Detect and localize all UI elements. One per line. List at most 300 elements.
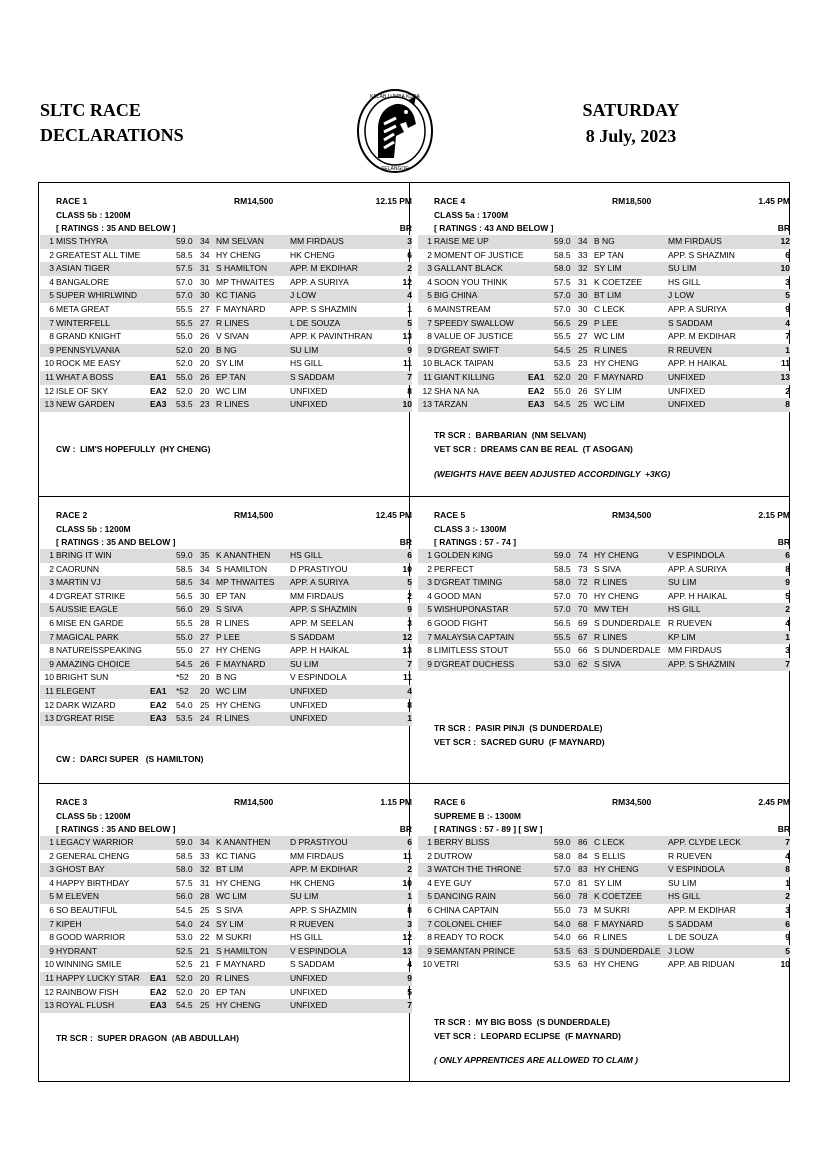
jockey: EP TAN (594, 249, 624, 260)
runner-number: 1 (40, 836, 56, 850)
weight: 52.0 (176, 986, 193, 997)
emergency-flag (528, 590, 554, 604)
jockey: S SIVA (594, 563, 621, 574)
barrier: 9 (785, 303, 790, 314)
jockey: HY CHENG (216, 645, 261, 656)
barrier: 13 (382, 945, 412, 959)
race-date: 8 July, 2023 (585, 126, 677, 146)
rating: 78 (578, 890, 594, 904)
jockey: HY CHENG (594, 358, 639, 369)
emergency-flag (528, 904, 554, 918)
race-header (40, 797, 412, 810)
horse-name: DUTROW (434, 850, 473, 861)
jockey: WC LIM (216, 890, 290, 904)
runner-row (418, 863, 790, 877)
runner-number: 7 (418, 918, 434, 932)
emergency-flag (528, 617, 554, 631)
weight: 52.5 (176, 959, 193, 970)
barrier: 1 (407, 303, 412, 314)
barrier: 3 (785, 645, 790, 656)
runner-number: 4 (427, 590, 432, 601)
emergency-flag (528, 344, 554, 358)
runner-row (40, 904, 412, 918)
runner-row (418, 631, 790, 645)
svg-text:KELAB LUMBA KUDA: KELAB LUMBA KUDA (370, 94, 420, 100)
weight: 58.5 (176, 563, 193, 574)
trainer: APP. S SHAZMIN (668, 658, 760, 672)
runner-row (40, 671, 412, 685)
barrier: 12 (760, 235, 790, 249)
horse-name: GENERAL CHENG (56, 850, 130, 861)
runner-row (418, 850, 790, 864)
jockey: C LECK (594, 303, 625, 314)
jockey: EP TAN (216, 986, 246, 997)
runner-row (418, 836, 790, 850)
trainer: APP. H HAIKAL (290, 645, 350, 656)
weight: 55.0 (554, 904, 571, 915)
runner-number: 3 (40, 863, 56, 877)
race-time: 1.45 PM (758, 196, 790, 206)
jockey: V SIVAN (216, 331, 249, 342)
runner-number: 11 (418, 371, 434, 385)
runner-row (40, 712, 412, 726)
horse-name: ELEGENT (56, 685, 150, 699)
runner-number: 8 (49, 331, 54, 342)
barrier: 6 (785, 249, 790, 260)
emergency-flag: EA2 (528, 385, 545, 396)
trainer: MM FIRDAUS (290, 850, 344, 861)
jockey: HY CHENG (216, 999, 290, 1013)
runner-row (40, 398, 412, 412)
weight: 52.5 (176, 945, 200, 959)
runner-row (418, 877, 790, 891)
race-class: CLASS 5a : 1700M (434, 210, 509, 220)
rating: 27 (200, 631, 216, 645)
weight: 57.5 (176, 262, 200, 276)
barrier: 2 (760, 603, 790, 617)
horse-name: MAGICAL PARK (56, 631, 150, 645)
weight: 55.0 (554, 385, 571, 396)
emergency-flag (150, 890, 176, 904)
runner-number: 9 (418, 344, 434, 358)
weight: 55.0 (176, 645, 193, 656)
trainer: MM FIRDAUS (668, 235, 760, 249)
horse-name: WHAT A BOSS (56, 371, 150, 385)
trainer: V ESPINDOLA (668, 863, 760, 877)
emergency-flag (528, 549, 554, 563)
runner-number: 3 (418, 863, 434, 877)
runner-row (418, 617, 790, 631)
runner-number: 5 (418, 890, 434, 904)
trainer: HS GILL (668, 890, 760, 904)
race-class: CLASS 3 :- 1300M (434, 524, 507, 534)
emergency-flag (150, 877, 176, 891)
weight: 59.0 (176, 549, 200, 563)
runner-row (40, 631, 412, 645)
rating: 29 (578, 317, 594, 331)
weight: 55.5 (176, 303, 193, 314)
weight: 54.0 (554, 932, 571, 943)
race-panel (418, 797, 790, 1065)
br-column-label: BR (399, 223, 412, 233)
emergency-flag (150, 330, 176, 344)
race-note: (WEIGHTS HAVE BEEN ADJUSTED ACCORDINGLY +3KG) (434, 469, 671, 479)
trainer: APP. CLYDE LECK (668, 836, 760, 850)
runner-row (418, 249, 790, 263)
barrier: 10 (760, 262, 790, 276)
runner-number: 10 (44, 358, 54, 369)
race-time: 2.15 PM (758, 510, 790, 520)
runner-number: 5 (40, 603, 56, 617)
br-column-label: BR (399, 537, 412, 547)
runner-row (40, 931, 412, 945)
weight: 58.5 (176, 850, 193, 861)
weight: 56.5 (176, 590, 193, 601)
weight: 53.5 (554, 959, 571, 970)
runner-row (40, 344, 412, 358)
jockey: HY CHENG (594, 863, 668, 877)
br-column-label: BR (777, 223, 790, 233)
runner-number: 8 (427, 932, 432, 943)
jockey: R LINES (216, 617, 250, 628)
runner-row (40, 999, 412, 1013)
runner-row (40, 317, 412, 331)
runner-row (418, 904, 790, 918)
horse-name: BIG CHINA (434, 289, 528, 303)
trainer: APP. A SURIYA (668, 563, 727, 574)
rating: 70 (578, 603, 594, 617)
ratings-text: [ RATINGS : 57 - 89 ] [ SW ] (434, 824, 543, 834)
runner-number: 1 (418, 836, 434, 850)
weight: 57.0 (554, 590, 571, 601)
runner-number: 6 (427, 904, 432, 915)
race-panel (418, 196, 790, 479)
br-column-label: BR (399, 824, 412, 834)
horse-name: GREATEST ALL TIME (56, 249, 141, 260)
trainer: KP LIM (668, 631, 760, 645)
runner-row (418, 563, 790, 577)
horse-name: WINTERFELL (56, 317, 150, 331)
runner-number: 12 (44, 385, 54, 396)
jockey: P LEE (216, 631, 290, 645)
jockey: NM SELVAN (216, 235, 290, 249)
runner-row (40, 590, 412, 604)
rating: 27 (578, 331, 588, 342)
weight: 59.0 (554, 836, 578, 850)
runner-number: 8 (49, 932, 54, 943)
rating: 34 (200, 235, 216, 249)
rating: 30 (200, 276, 210, 287)
race-name: RACE 5 (434, 510, 466, 520)
race-prize: RM34,500 (612, 510, 652, 520)
emergency-flag (528, 958, 554, 972)
runner-row (418, 918, 790, 932)
horse-name: SO BEAUTIFUL (56, 904, 118, 915)
barrier: 6 (407, 249, 412, 260)
race-header (418, 196, 790, 209)
trainer: UNFIXED (290, 986, 328, 997)
trainer: S SADDAM (668, 317, 760, 331)
runner-row (418, 945, 790, 959)
weight: 54.0 (554, 918, 578, 932)
horse-name: M ELEVEN (56, 890, 150, 904)
barrier: 10 (402, 877, 412, 888)
runner-row (418, 658, 790, 672)
horse-name: META GREAT (56, 303, 110, 314)
trainer: SU LIM (290, 344, 382, 358)
rating: 34 (200, 836, 216, 850)
trainer: SU LIM (668, 576, 760, 590)
emergency-flag (150, 563, 176, 577)
runner-number: 5 (40, 890, 56, 904)
trainer: UNFIXED (290, 999, 382, 1013)
race-note: TR SCR : SUPER DRAGON (AB ABDULLAH) (56, 1033, 239, 1043)
horse-name: GRAND KNIGHT (56, 331, 122, 342)
race-class: SUPREME B :- 1300M (434, 811, 521, 821)
trainer: SU LIM (668, 877, 697, 888)
trainer: R RUEVEN (290, 918, 382, 932)
emergency-flag (528, 330, 554, 344)
horse-name: DARK WIZARD (56, 699, 116, 710)
barrier: 3 (785, 904, 790, 915)
row-divider-2 (38, 783, 790, 784)
trainer: MM FIRDAUS (290, 235, 382, 249)
weight: 53.5 (176, 712, 200, 726)
rating: 32 (200, 863, 216, 877)
runner-number: 9 (418, 945, 434, 959)
emergency-flag (150, 658, 176, 672)
jockey: F MAYNARD (594, 918, 668, 932)
horse-name: READY TO ROCK (434, 932, 504, 943)
runner-number: 10 (44, 672, 54, 683)
runner-row (40, 357, 412, 371)
race-note: VET SCR : SACRED GURU (F MAYNARD) (434, 737, 605, 747)
trainer: HS GILL (290, 358, 323, 369)
jockey: SY LIM (594, 385, 622, 396)
jockey: B NG (594, 235, 668, 249)
race-name: RACE 4 (434, 196, 466, 206)
runner-row (418, 576, 790, 590)
runner-number: 13 (40, 712, 56, 726)
barrier: 7 (760, 658, 790, 672)
race-header (40, 196, 412, 209)
weight: 52.0 (176, 972, 200, 986)
emergency-flag (150, 863, 176, 877)
runner-number: 5 (418, 289, 434, 303)
runner-number: 7 (40, 918, 56, 932)
trainer: APP. M EKDIHAR (290, 863, 382, 877)
trainer: APP. A SURIYA (290, 276, 349, 287)
barrier: 4 (407, 959, 412, 970)
weight: 52.0 (554, 371, 578, 385)
rating: 34 (200, 576, 216, 590)
runner-number: 5 (418, 603, 434, 617)
emergency-flag (150, 945, 176, 959)
race-ratings (40, 823, 412, 836)
jockey: S SIVA (216, 603, 290, 617)
rating: 62 (578, 658, 594, 672)
weight: 57.0 (554, 303, 571, 314)
runner-row (418, 549, 790, 563)
weight: 53.5 (554, 945, 578, 959)
trainer: UNFIXED (290, 685, 382, 699)
trainer: SU LIM (668, 262, 760, 276)
barrier: 8 (407, 904, 412, 915)
weight: 57.0 (554, 289, 578, 303)
emergency-flag (150, 235, 176, 249)
horse-name: GHOST BAY (56, 863, 150, 877)
runner-row (418, 344, 790, 358)
horse-name: DANCING RAIN (434, 890, 528, 904)
race-class: CLASS 5b : 1200M (56, 524, 131, 534)
trainer: UNFIXED (290, 972, 382, 986)
emergency-flag (150, 303, 176, 317)
weight: 57.5 (554, 276, 571, 287)
jockey: B NG (216, 344, 290, 358)
trainer: HK CHENG (290, 249, 335, 260)
trainer: UNFIXED (668, 385, 706, 396)
rating: 20 (200, 344, 216, 358)
barrier: 9 (785, 932, 790, 943)
horse-name: BERRY BLISS (434, 836, 528, 850)
barrier: 5 (382, 576, 412, 590)
emergency-flag (528, 945, 554, 959)
runners-table (418, 235, 790, 412)
horse-name: BANGALORE (56, 276, 109, 287)
barrier: 8 (407, 385, 412, 396)
jockey: K COETZEE (594, 276, 643, 287)
runner-row (40, 644, 412, 658)
jockey: S DUNDERDALE (594, 645, 661, 656)
horse-name: GALLANT BLACK (434, 262, 528, 276)
barrier: 1 (785, 877, 790, 888)
horse-name: D'GREAT STRIKE (56, 590, 126, 601)
barrier: 6 (760, 918, 790, 932)
trainer: J LOW (668, 945, 760, 959)
rating: 25 (200, 999, 216, 1013)
emergency-flag: EA2 (150, 385, 167, 396)
rating: 30 (200, 590, 210, 601)
horse-name: BRIGHT SUN (56, 672, 109, 683)
jockey: R LINES (216, 972, 290, 986)
barrier: 6 (382, 549, 412, 563)
emergency-flag (150, 918, 176, 932)
trainer: SU LIM (290, 890, 382, 904)
trainer: R RUEVEN (668, 617, 712, 628)
race-note: CW : DARCI SUPER (S HAMILTON) (56, 754, 204, 764)
horse-name: MISS THYRA (56, 235, 150, 249)
emergency-flag: EA1 (150, 371, 176, 385)
emergency-flag (150, 549, 176, 563)
race-name: RACE 1 (56, 196, 88, 206)
runners-table (40, 549, 412, 726)
horse-name: SOON YOU THINK (434, 276, 508, 287)
rating: 30 (578, 289, 594, 303)
trainer: R RUEVEN (668, 850, 712, 861)
barrier: 7 (382, 658, 412, 672)
emergency-flag (528, 644, 554, 658)
runner-row (40, 289, 412, 303)
jockey: BT LIM (594, 289, 668, 303)
weight: 58.0 (554, 850, 571, 861)
trainer: UNFIXED (290, 699, 328, 710)
horse-name: LIMITLESS STOUT (434, 645, 509, 656)
emergency-flag (150, 249, 176, 263)
weight: 52.0 (176, 385, 193, 396)
jockey: S DUNDERDALE (594, 617, 661, 628)
weight: 58.5 (176, 249, 193, 260)
emergency-flag (528, 357, 554, 371)
barrier: 9 (382, 603, 412, 617)
jockey: EP TAN (216, 371, 290, 385)
emergency-flag (528, 303, 554, 317)
horse-name: D'GREAT TIMING (434, 576, 528, 590)
runner-number: 13 (40, 999, 56, 1013)
barrier: 7 (760, 836, 790, 850)
weight: *52 (176, 672, 189, 683)
emergency-flag (150, 904, 176, 918)
weight: 58.5 (554, 249, 571, 260)
weight: 58.5 (176, 576, 200, 590)
trainer: L DE SOUZA (290, 317, 382, 331)
runner-number: 7 (418, 631, 434, 645)
weight: 58.0 (176, 863, 200, 877)
horse-name: CHINA CAPTAIN (434, 904, 499, 915)
weight: 59.0 (176, 235, 200, 249)
jockey: SY LIM (594, 877, 622, 888)
horse-name: VETRI (434, 959, 460, 970)
runner-row (418, 371, 790, 385)
jockey: S HAMILTON (216, 563, 268, 574)
rating: 23 (200, 398, 216, 412)
jockey: WC LIM (216, 385, 247, 396)
runner-row (40, 972, 412, 986)
barrier: 4 (785, 850, 790, 861)
rating: 21 (200, 959, 210, 970)
runner-row (418, 931, 790, 945)
weight: 57.0 (554, 863, 578, 877)
horse-name: D'GREAT SWIFT (434, 344, 528, 358)
runner-number: 8 (427, 645, 432, 656)
weight: 56.5 (554, 317, 578, 331)
runner-row (40, 330, 412, 344)
runner-number: 12 (44, 986, 54, 997)
trainer: HS GILL (290, 549, 382, 563)
barrier: 2 (785, 385, 790, 396)
weight: 55.0 (176, 631, 200, 645)
race-ratings (40, 222, 412, 235)
emergency-flag: EA3 (528, 398, 554, 412)
barrier: 5 (382, 317, 412, 331)
barrier: 13 (402, 331, 412, 342)
rating: 34 (200, 249, 210, 260)
weight: 55.5 (176, 617, 193, 628)
runner-row (40, 877, 412, 891)
runner-row (40, 918, 412, 932)
club-logo-icon (356, 88, 434, 174)
runner-number: 2 (49, 850, 54, 861)
trainer: APP. H HAIKAL (668, 358, 728, 369)
rating: 33 (200, 850, 210, 861)
barrier: 10 (402, 563, 412, 574)
emergency-flag (528, 235, 554, 249)
jockey: MW TEH (594, 603, 668, 617)
trainer: J LOW (290, 289, 382, 303)
weight: 57.0 (554, 603, 578, 617)
horse-name: NEW GARDEN (56, 398, 150, 412)
rating: 24 (200, 712, 216, 726)
runner-number: 10 (422, 358, 432, 369)
